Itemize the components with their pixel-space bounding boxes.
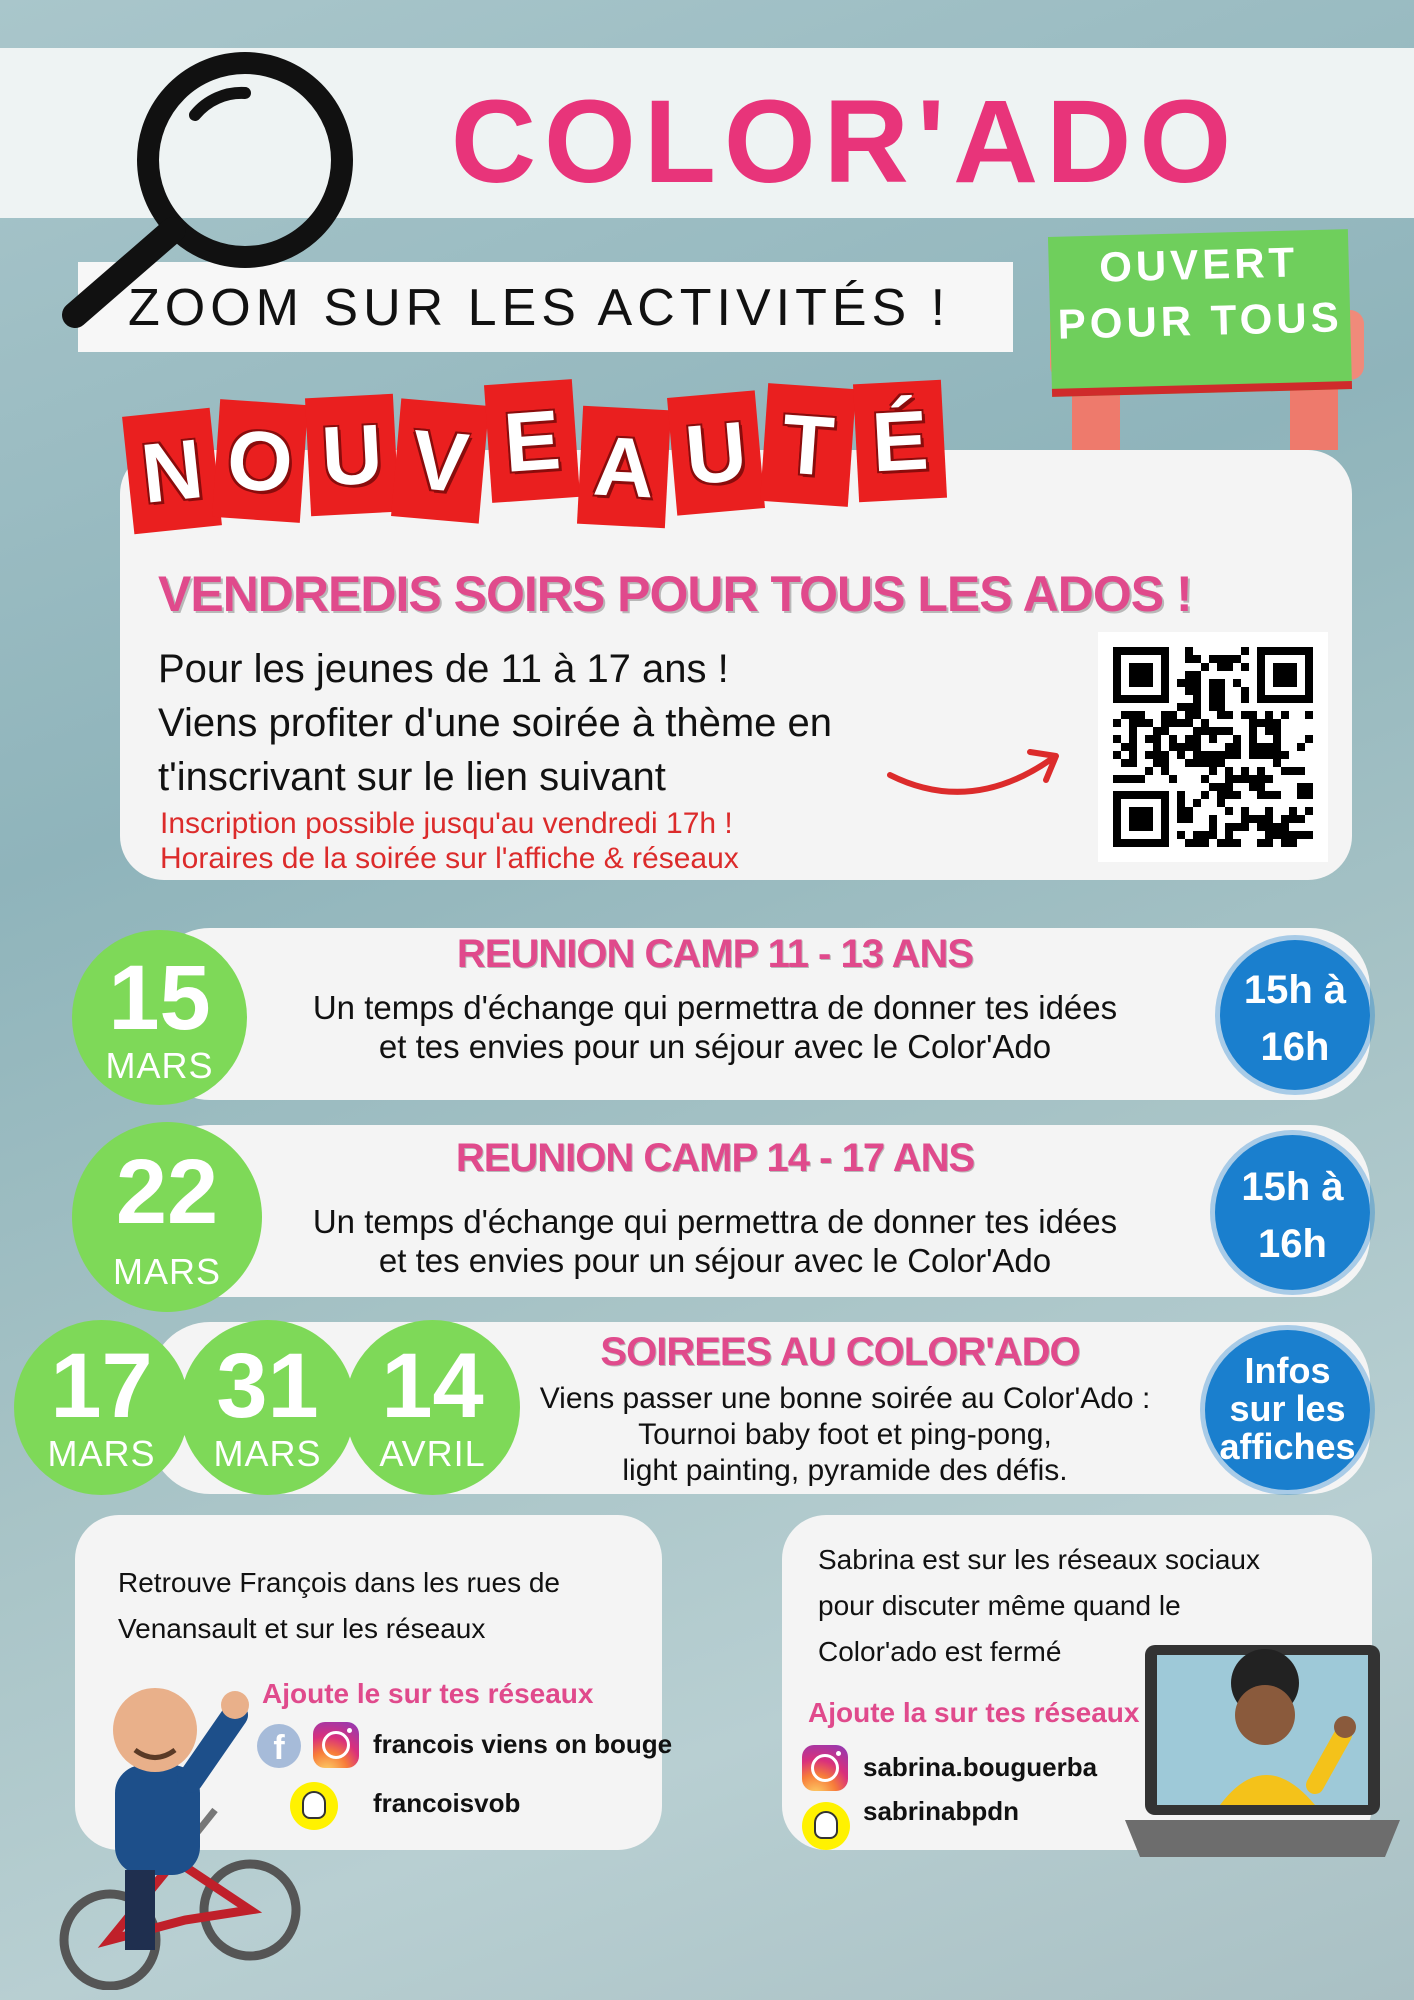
time-start: 15h à <box>1241 1165 1344 1209</box>
time-end: 16h <box>1258 1222 1327 1266</box>
event-desc-line-3: light painting, pyramide des défis. <box>622 1454 1068 1487</box>
sabrina-handle-instagram[interactable]: sabrina.bouguerba <box>863 1752 1098 1782</box>
qr-code[interactable] <box>1098 632 1328 862</box>
nouveaute-letter: N <box>122 408 222 535</box>
event-desc-line-1: Un temps d'échange qui permettra de donner tes idées <box>312 989 1118 1026</box>
instagram-icon[interactable] <box>313 1722 359 1768</box>
snapchat-icon[interactable] <box>802 1802 850 1850</box>
date-month: MARS <box>105 1045 214 1086</box>
event-desc-line-2: et tes envies pour un séjour avec le Color'Ado <box>378 1242 1052 1279</box>
friday-title: VENDREDIS SOIRS POUR TOUS LES ADOS ! <box>158 566 1192 622</box>
info-line-2: sur les <box>1229 1388 1346 1429</box>
event-desc-line-1: Viens passer une bonne soirée au Color'Ado : <box>539 1382 1151 1415</box>
event-desc-line-2: Tournoi baby foot et ping-pong, <box>638 1418 1052 1451</box>
nouveaute-letter: U <box>305 394 399 516</box>
friday-line-1: Pour les jeunes de 11 à 17 ans ! <box>158 647 729 691</box>
date-month: AVRIL <box>379 1433 486 1474</box>
date-badge <box>345 1320 520 1495</box>
page-title: COLOR'ADO <box>450 76 1240 208</box>
date-month: MARS <box>47 1433 156 1474</box>
time-end: 16h <box>1260 1025 1330 1069</box>
qr-code-icon <box>1098 632 1328 862</box>
time-badge <box>1220 940 1370 1090</box>
date-badge <box>72 930 247 1105</box>
friday-line-2: Viens profiter d'une soirée à thème en <box>158 701 832 745</box>
nouveaute-banner <box>128 372 988 542</box>
francois-handle-instagram[interactable]: francois viens on bouge <box>373 1729 673 1759</box>
zoom-text: ZOOM SUR LES ACTIVITÉS ! <box>128 279 951 337</box>
time-badge <box>1215 1135 1370 1290</box>
date-day: 15 <box>108 947 211 1049</box>
info-line-3: affiches <box>1219 1426 1356 1467</box>
date-month: MARS <box>213 1433 322 1474</box>
date-day: 22 <box>115 1141 219 1243</box>
sabrina-handle-snapchat[interactable]: sabrinabpdn <box>863 1796 1020 1826</box>
schedule-note: Horaires de la soirée sur l'affiche & réseaux <box>160 842 739 875</box>
event-desc-line-1: Un temps d'échange qui permettra de donner tes idées <box>312 1203 1118 1240</box>
date-month: MARS <box>112 1251 221 1292</box>
date-badge <box>72 1122 262 1312</box>
event-title: REUNION CAMP 14 - 17 ANS <box>455 1136 975 1180</box>
facebook-icon[interactable]: f <box>257 1724 301 1768</box>
friday-line-3: t'inscrivant sur le lien suivant <box>158 755 666 799</box>
nouveaute-letter: O <box>212 399 308 523</box>
nouveaute-letter: V <box>391 398 489 523</box>
francois-line-2: Venansault et sur les réseaux <box>118 1613 486 1644</box>
event-desc-line-2: et tes envies pour un séjour avec le Color'Ado <box>378 1028 1052 1065</box>
date-badge <box>180 1320 355 1495</box>
francois-bike-avatar <box>55 1660 305 1990</box>
date-day: 14 <box>381 1335 484 1437</box>
sabrina-line-1: Sabrina est sur les réseaux sociaux <box>818 1544 1260 1575</box>
sign-line-2: POUR TOUS <box>1057 293 1344 348</box>
sabrina-laptop-avatar <box>1115 1635 1405 1865</box>
sabrina-cta: Ajoute la sur tes réseaux <box>808 1697 1140 1728</box>
date-badge <box>14 1320 189 1495</box>
nouveaute-letter: A <box>577 406 671 528</box>
open-for-all-sign <box>1048 229 1352 397</box>
info-line-1: Infos <box>1244 1350 1331 1391</box>
event-title: SOIREES AU COLOR'ADO <box>600 1330 1080 1374</box>
date-day: 31 <box>216 1335 319 1437</box>
francois-line-1: Retrouve François dans les rues de <box>118 1567 560 1598</box>
magnifying-glass-icon <box>55 45 385 335</box>
sign-line-1: OUVERT <box>1098 238 1299 291</box>
nouveaute-letter: É <box>853 380 947 502</box>
francois-handle-snapchat[interactable]: francoisvob <box>373 1788 521 1818</box>
nouveaute-letter: T <box>760 383 856 507</box>
sabrina-line-3: Color'ado est fermé <box>818 1636 1062 1667</box>
registration-note: Inscription possible jusqu'au vendredi 17h ! <box>160 807 733 840</box>
date-day: 17 <box>50 1335 153 1437</box>
instagram-icon[interactable] <box>802 1745 848 1791</box>
time-start: 15h à <box>1243 968 1347 1012</box>
arrow-icon <box>880 730 1080 810</box>
nouveaute-letter: E <box>484 379 580 503</box>
info-badge <box>1205 1330 1370 1490</box>
sabrina-line-2: pour discuter même quand le <box>818 1590 1181 1621</box>
francois-cta: Ajoute le sur tes réseaux <box>262 1678 594 1709</box>
event-title: REUNION CAMP 11 - 13 ANS <box>456 932 974 976</box>
nouveaute-letter: U <box>667 390 765 515</box>
